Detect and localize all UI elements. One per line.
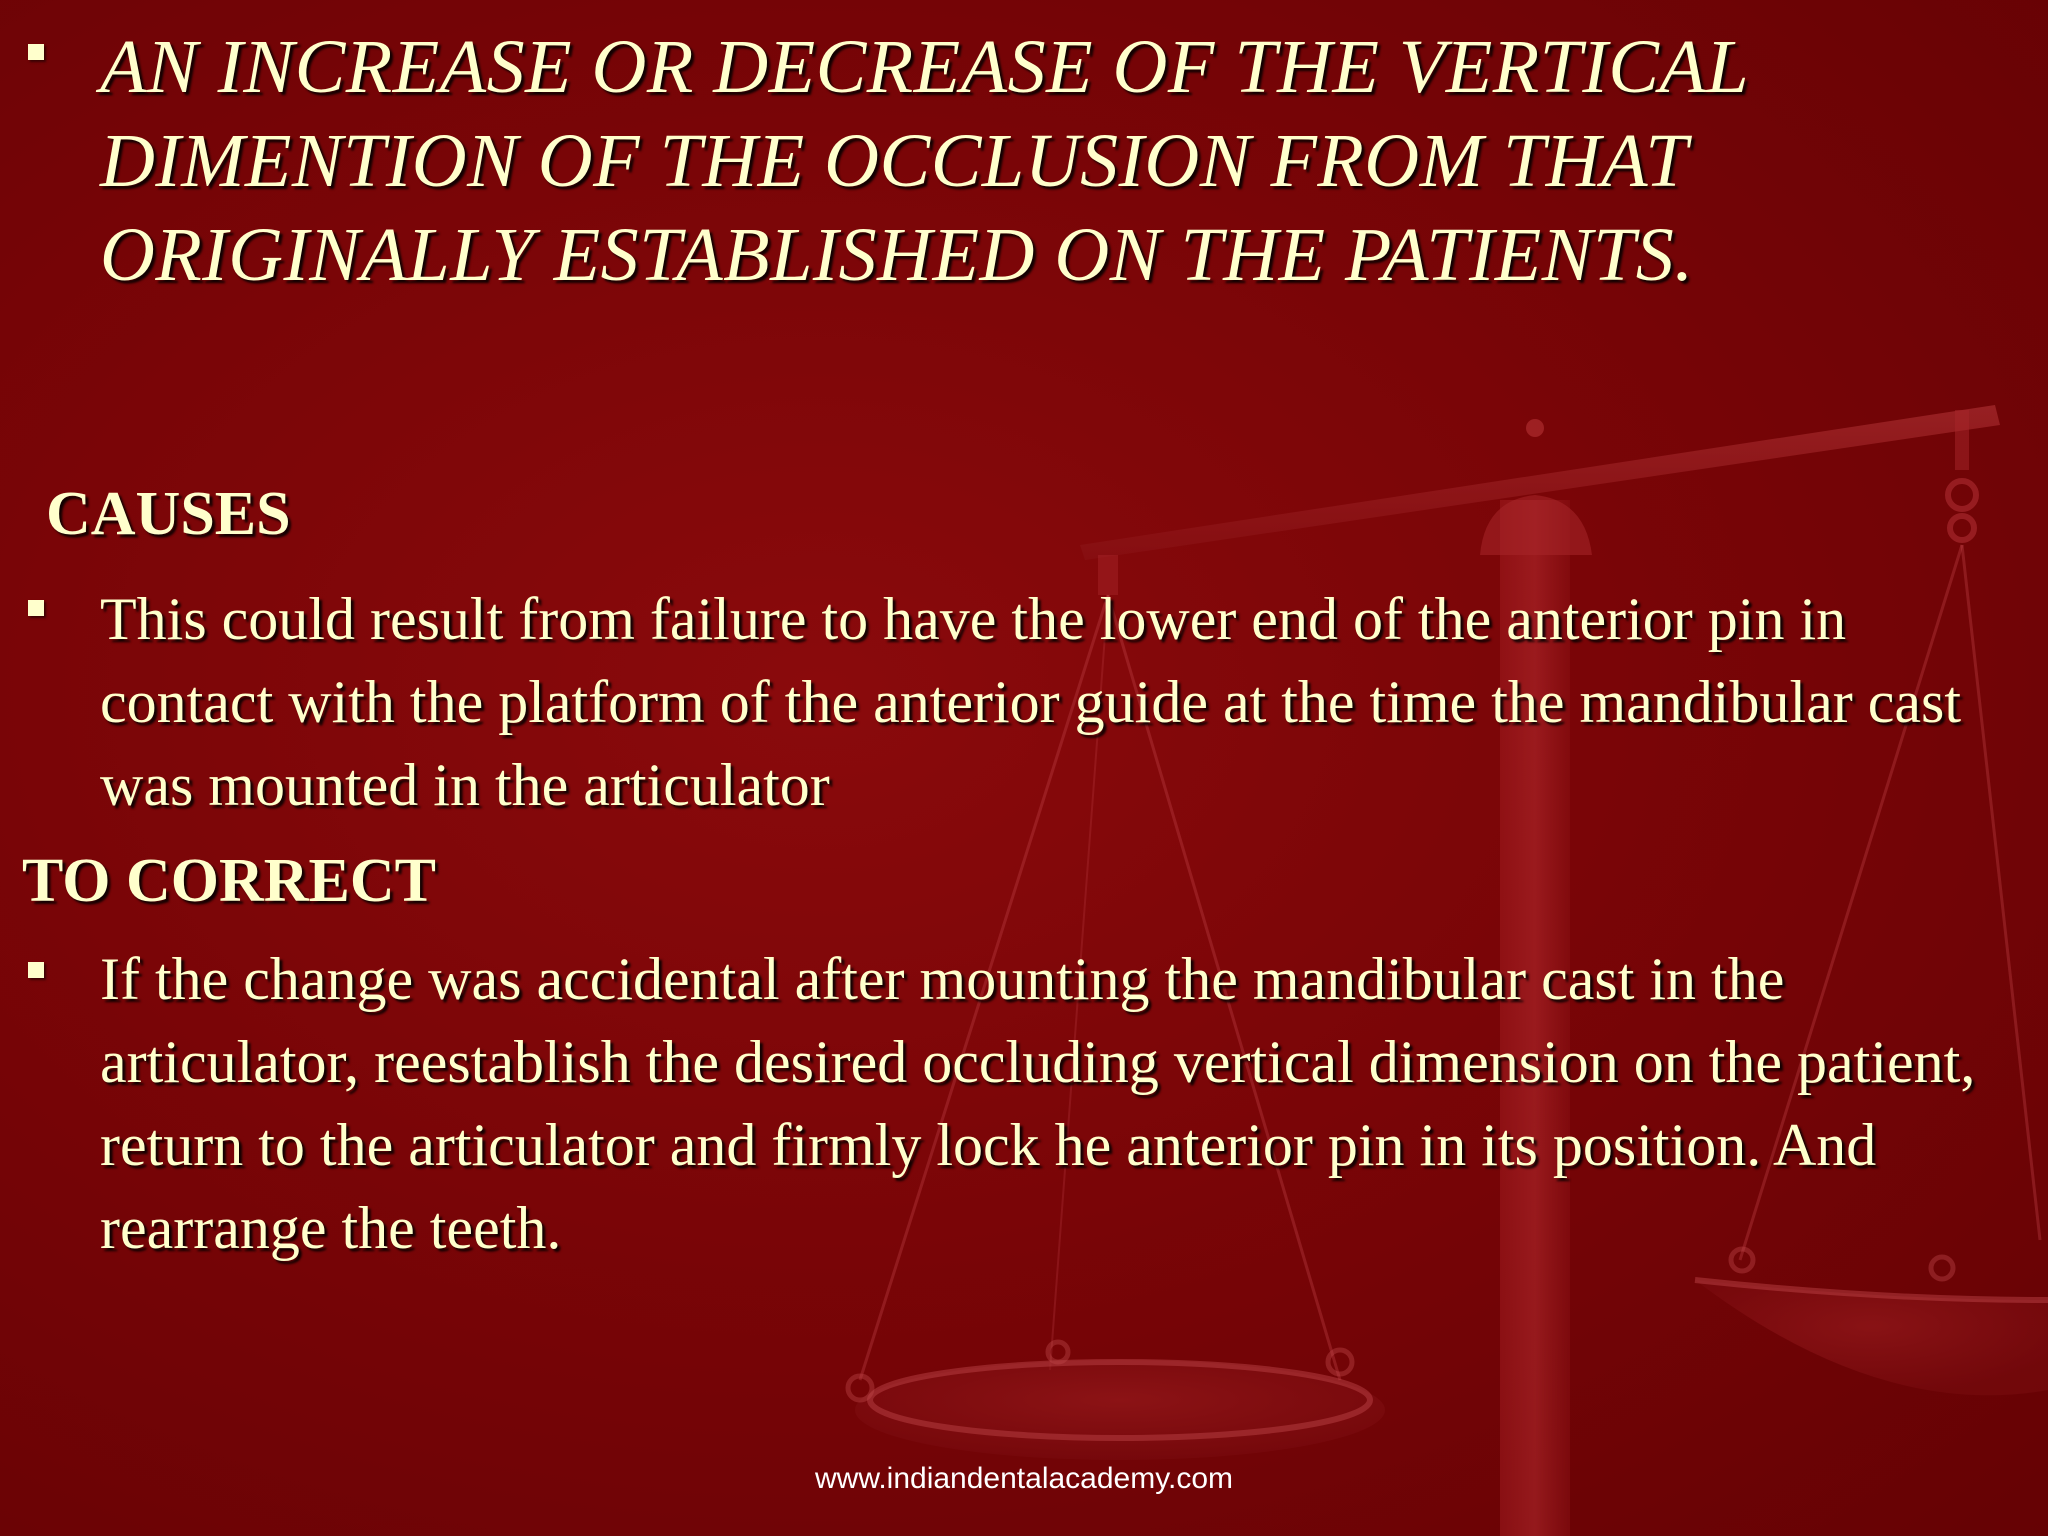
causes-heading: CAUSES xyxy=(46,480,291,548)
bullet-square-icon xyxy=(28,962,44,978)
bullet-square-icon xyxy=(28,600,44,616)
footer-website: www.indiandentalacademy.com xyxy=(815,1462,1233,1495)
correct-heading: TO CORRECT xyxy=(22,847,436,915)
correct-paragraph: If the change was accidental after mounting the mandibular cast in the articulator, reestablish the desired occluding vertical dimension on the patient, return to the articulator and firmly lock he anterior pin in its position. And rearrange the teeth. xyxy=(100,946,1976,1261)
slide-title: AN INCREASE OR DECREASE OF THE VERTICAL DIMENTION OF THE OCCLUSION FROM THAT ORIGINALLY ESTABLISHED ON THE PATIENTS. xyxy=(100,25,1748,297)
bullet-square-icon xyxy=(28,44,44,60)
causes-paragraph: This could result from failure to have the lower end of the anterior pin in contact with the platform of the anterior guide at the time the mandibular cast was mounted in the articulator xyxy=(100,586,1962,818)
